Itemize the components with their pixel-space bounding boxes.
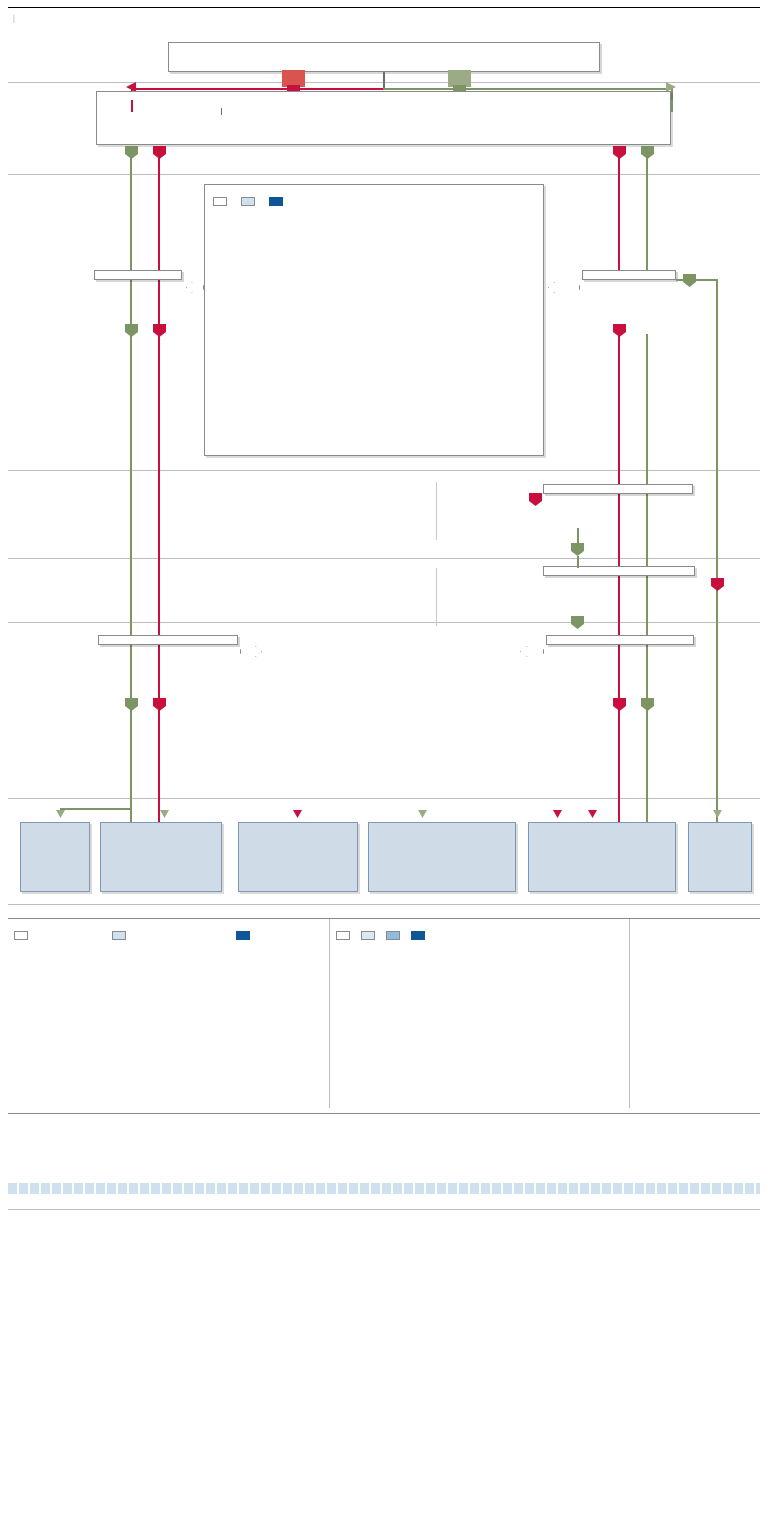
household-income-panel [96,91,671,145]
panel-uninsured [330,919,630,1108]
chevron-no-icon [153,324,166,337]
question-state-expand-right [582,270,676,280]
byline-separator: | [13,14,16,24]
rail-green-far-right [716,279,718,822]
chevron-yes-icon [641,698,654,711]
outcome-box-2 [100,822,222,892]
byline [10,13,760,24]
map-medicaid-expansion [213,210,535,370]
hh-question-left [100,95,168,143]
timeline-bar [8,1183,760,1194]
chevron-yes-icon [571,616,584,629]
stat-current-coverage-2 [448,480,608,483]
legend-item [14,930,104,940]
arrow-down-icon [418,810,427,818]
footer [8,1209,760,1212]
rail-red-left [131,100,133,112]
chevron-no-icon [529,493,542,506]
flowchart [8,38,760,918]
legend-swatch-icon [213,197,227,206]
premium-stem [577,556,579,568]
stat-expenses-1 [258,566,433,569]
legend-swatch-icon [361,931,375,940]
question-ranges-left [98,635,238,645]
timeline [8,1108,760,1206]
household-people-chart [179,94,588,142]
outcome-box-5 [528,822,676,892]
medicaid-legend [213,196,535,206]
legend-item [241,196,259,206]
pointer-arrow-left-icon [186,282,204,293]
question-premium-95 [543,566,695,576]
question-employer-60 [543,484,693,494]
rail-red-mid-right [618,334,620,822]
tag-no [282,70,305,87]
arrow-down-icon [588,810,597,818]
legend-swatch-icon [241,197,255,206]
medicaid-panel [204,184,544,456]
timeline-years [8,1194,760,1206]
legend-item [361,930,378,940]
question-ranges-right [546,635,694,645]
yes-down-line [671,88,673,100]
stat-current-coverage-1 [258,480,433,483]
legend-item [236,930,320,940]
legend-label [254,930,320,940]
legend-item [269,196,287,206]
arrow-down-icon [56,810,65,818]
rail-green-right [671,100,673,112]
pointer-arrow-right-icon [240,646,262,657]
timeline-items [8,1119,760,1181]
legend-swatch-icon [386,931,400,940]
panel-essential-benefits [630,919,760,1108]
employer-yes-line [577,528,579,544]
chevron-no-icon [711,578,724,591]
arrow-down-icon [553,810,562,818]
legend-item [386,930,403,940]
legend-item [411,930,428,940]
hh-question-right [599,95,667,143]
outcome-box-4 [368,822,516,892]
start-question-box [168,42,600,72]
legend-item [213,196,231,206]
timeline-divider [8,1113,760,1114]
exchanges-legend [14,930,321,940]
pointer-arrow-right-icon [548,282,580,293]
medicaid-left-connector [60,808,130,810]
legend-swatch-icon [336,931,350,940]
chevron-no-icon [153,698,166,711]
map-uninsured-americans [336,946,621,1108]
band-divider [8,904,760,905]
chevron-yes-icon [125,698,138,711]
legend-swatch-icon [112,931,126,940]
legend-swatch-icon [236,931,250,940]
outcome-box-6 [688,822,752,892]
question-state-expand-left [94,270,182,280]
rail-green-2 [646,156,648,276]
stat-divider [436,482,437,540]
outcome-box-1 [20,822,90,892]
lower-panels [8,918,760,1108]
legend-item [336,930,353,940]
masthead-divider [8,7,760,8]
uninsured-legend [336,930,621,940]
arrow-down-icon [293,810,302,818]
pointer-arrow-left-icon [520,646,544,657]
chevron-no-icon [613,698,626,711]
stat-divider [436,568,437,626]
legend-label [130,930,228,940]
legend-item [112,930,228,940]
rail-green-mid-right [646,334,648,822]
family-income-ranges [306,630,524,632]
tag-yes [448,70,471,87]
rail-green-1 [130,156,132,822]
legend-swatch-icon [269,197,283,206]
chevron-yes-icon [125,324,138,337]
rail-red-1 [158,156,160,822]
arrow-down-icon [160,810,169,818]
no-branch-line [131,88,383,90]
legend-swatch-icon [14,931,28,940]
infographic-page [0,7,768,1517]
arrow-down-icon [713,810,722,818]
legend-label [32,930,104,940]
map-state-exchanges [14,946,321,1108]
chevron-yes-icon [571,543,584,556]
outcome-box-3 [238,822,358,892]
legend-swatch-icon [411,931,425,940]
right-yes-connector [676,279,718,281]
panel-state-exchanges [8,919,330,1108]
caption-pointer [221,108,222,115]
rail-red-2 [618,156,620,276]
yes-branch-line [383,88,673,90]
